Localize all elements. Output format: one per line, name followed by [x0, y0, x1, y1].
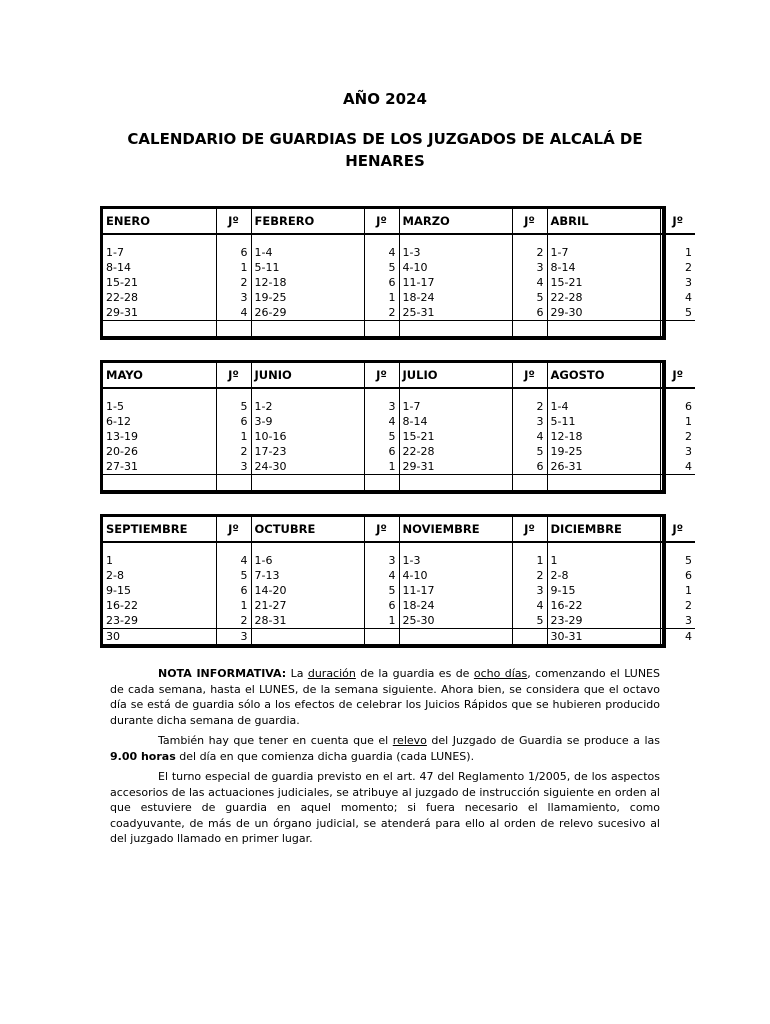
spacer-cell [103, 542, 216, 553]
date-range-cell: 9-15 [547, 583, 660, 598]
date-range-cell: 30 [103, 629, 216, 645]
month-name: JULIO [399, 363, 512, 388]
table-row [103, 321, 695, 337]
month-name: NOVIEMBRE [399, 517, 512, 542]
spacer-cell [364, 388, 399, 399]
table-spacer-row [103, 542, 695, 553]
date-range-cell [547, 475, 660, 491]
date-range-cell: 1-6 [251, 553, 364, 568]
spacer-cell [399, 388, 512, 399]
court-number-cell: 6 [660, 568, 695, 583]
date-range-cell: 11-17 [399, 583, 512, 598]
note-paragraph-2 [110, 733, 660, 764]
court-number-cell: 5 [364, 260, 399, 275]
date-range-cell: 13-19 [106, 430, 138, 443]
court-number-cell: 2 [364, 305, 399, 321]
court-number-cell [364, 629, 399, 645]
date-range-cell: 29-31 [106, 306, 138, 319]
month-name: OCTUBRE [251, 517, 364, 542]
table-header-row [103, 209, 695, 234]
court-number-cell: 2 [660, 429, 695, 444]
court-number-cell: 6 [660, 399, 695, 414]
court-number-cell: 4 [512, 598, 547, 613]
court-column-header: Jº [216, 209, 251, 234]
date-range-cell: 21-27 [251, 598, 364, 613]
date-range-cell: 15-21 [399, 429, 512, 444]
court-number-cell: 4 [660, 290, 695, 305]
guard-calendar-table [103, 209, 695, 336]
date-range-cell: 5-11 [547, 414, 660, 429]
court-number-cell: 4 [512, 429, 547, 444]
date-range-cell: 16-22 [106, 599, 138, 612]
court-number-cell: 3 [660, 275, 695, 290]
court-number-cell: 6 [216, 414, 251, 429]
court-number-cell [660, 321, 695, 337]
court-number-cell: 2 [216, 275, 251, 290]
date-range-cell: 24-30 [251, 459, 364, 475]
date-range-cell: 16-22 [547, 598, 660, 613]
court-number-cell: 5 [660, 305, 695, 321]
month-name: JUNIO [251, 363, 364, 388]
date-range-cell: 19-25 [251, 290, 364, 305]
date-range-cell: 22-28 [106, 291, 138, 304]
date-range-cell [103, 321, 216, 337]
court-number-cell: 6 [512, 305, 547, 321]
court-number-cell [512, 475, 547, 491]
court-column-header: Jº [364, 363, 399, 388]
date-range-cell: 22-28 [547, 290, 660, 305]
table-row [103, 290, 695, 305]
date-range-cell: 25-31 [399, 305, 512, 321]
date-range-cell [399, 321, 512, 337]
court-number-cell: 1 [660, 583, 695, 598]
date-range-cell [251, 629, 364, 645]
note-bold: 9.00 horas [110, 749, 176, 763]
spacer-cell [399, 542, 512, 553]
court-number-cell: 1 [364, 613, 399, 629]
table-row [103, 414, 695, 429]
date-range-cell: 1-5 [106, 400, 124, 413]
month-name: MAYO [103, 363, 216, 388]
date-range-cell: 1-7 [106, 246, 124, 259]
court-number-cell: 1 [512, 553, 547, 568]
date-range-cell: 2-8 [106, 569, 124, 582]
date-range-cell: 4-10 [399, 568, 512, 583]
court-number-cell: 4 [216, 305, 251, 321]
date-range-cell: 27-31 [106, 460, 138, 473]
court-column-header: Jº [660, 209, 695, 234]
court-number-cell: 4 [660, 629, 695, 645]
date-range-cell: 26-29 [251, 305, 364, 321]
spacer-cell [512, 234, 547, 245]
date-range-cell: 23-29 [547, 613, 660, 629]
note-text: del Juzgado de Guardia se produce a las [426, 734, 660, 747]
court-number-cell: 1 [216, 429, 251, 444]
date-range-cell: 1 [547, 553, 660, 568]
note-underlined: ocho días [473, 667, 528, 680]
court-column-header: Jº [512, 363, 547, 388]
date-range-cell: 20-26 [106, 445, 138, 458]
table-row [103, 475, 695, 491]
spacer-cell [251, 388, 364, 399]
date-range-cell: 1-4 [547, 399, 660, 414]
court-number-cell: 2 [512, 399, 547, 414]
court-column-header: Jº [512, 517, 547, 542]
table-header-row [103, 517, 695, 542]
date-range-cell: 25-30 [399, 613, 512, 629]
date-range-cell: 29-30 [547, 305, 660, 321]
court-number-cell: 3 [216, 459, 251, 475]
table-row [103, 429, 695, 444]
court-number-cell: 2 [512, 568, 547, 583]
note-underlined: duración [307, 667, 356, 680]
court-number-cell: 5 [512, 613, 547, 629]
note-text: La [286, 667, 308, 680]
court-number-cell: 3 [512, 583, 547, 598]
court-number-cell [216, 321, 251, 337]
court-number-cell: 1 [660, 414, 695, 429]
court-number-cell: 5 [364, 429, 399, 444]
table-header-row [103, 363, 695, 388]
court-number-cell: 2 [512, 245, 547, 260]
date-range-cell: 12-18 [547, 429, 660, 444]
date-range-cell: 30-31 [547, 629, 660, 645]
date-range-cell: 1-7 [399, 399, 512, 414]
date-range-cell: 18-24 [399, 290, 512, 305]
court-number-cell: 2 [660, 598, 695, 613]
date-range-cell: 17-23 [251, 444, 364, 459]
court-number-cell: 3 [216, 290, 251, 305]
table-row [103, 260, 695, 275]
spacer-cell [547, 234, 660, 245]
note-paragraph-1 [110, 666, 660, 728]
date-range-cell: 5-11 [251, 260, 364, 275]
spacer-cell [660, 542, 695, 553]
date-range-cell: 19-25 [547, 444, 660, 459]
calendar-title: CALENDARIO DE GUARDIAS DE LOS JUZGADOS DE ALCALÁ DE HENARES [127, 130, 643, 170]
court-number-cell: 1 [660, 245, 695, 260]
note-text: , comenzando el LUNES de cada semana, hasta el LUNES, de la semana siguiente. Ahora bien, se considera que el octavo día se está de guardia sólo a los efectos de celebrar los Juicios Rápidos que se hubieren producido durante dicha semana de guardia. [110, 667, 660, 727]
date-range-cell: 28-31 [251, 613, 364, 629]
court-number-cell: 1 [216, 260, 251, 275]
table-spacer-row [103, 388, 695, 399]
court-number-cell: 6 [216, 583, 251, 598]
court-number-cell [364, 475, 399, 491]
date-range-cell [399, 475, 512, 491]
date-range-cell: 29-31 [399, 459, 512, 475]
court-column-header: Jº [660, 517, 695, 542]
court-number-cell: 3 [216, 629, 251, 645]
court-number-cell: 6 [512, 459, 547, 475]
spacer-cell [399, 234, 512, 245]
date-range-cell: 1-3 [399, 553, 512, 568]
spacer-cell [547, 542, 660, 553]
court-number-cell: 4 [364, 245, 399, 260]
date-range-cell: 23-29 [106, 614, 138, 627]
court-column-header: Jº [512, 209, 547, 234]
court-number-cell: 5 [216, 399, 251, 414]
court-number-cell: 6 [364, 444, 399, 459]
court-number-cell: 3 [364, 553, 399, 568]
court-column-header: Jº [660, 363, 695, 388]
date-range-cell [103, 475, 216, 491]
date-range-cell: 9-15 [106, 584, 131, 597]
table-row [103, 629, 695, 645]
date-range-cell: 8-14 [547, 260, 660, 275]
date-range-cell: 22-28 [399, 444, 512, 459]
month-name: ENERO [103, 209, 216, 234]
date-range-cell: 15-21 [547, 275, 660, 290]
spacer-cell [216, 234, 251, 245]
month-name: FEBRERO [251, 209, 364, 234]
court-number-cell: 5 [660, 553, 695, 568]
guard-calendar-table [103, 363, 695, 490]
date-range-cell: 14-20 [251, 583, 364, 598]
court-number-cell: 5 [512, 290, 547, 305]
table-row [103, 444, 695, 459]
court-number-cell: 6 [216, 245, 251, 260]
month-name: DICIEMBRE [547, 517, 660, 542]
court-column-header: Jº [216, 363, 251, 388]
date-range-cell: 15-21 [106, 276, 138, 289]
court-number-cell: 4 [364, 414, 399, 429]
month-name: MARZO [399, 209, 512, 234]
note-underlined: relevo [392, 734, 427, 747]
court-number-cell: 1 [216, 598, 251, 613]
court-number-cell: 5 [216, 568, 251, 583]
year-title: AÑO 2024 [343, 90, 427, 108]
month-name: ABRIL [547, 209, 660, 234]
informative-notes [110, 666, 660, 852]
spacer-cell [547, 388, 660, 399]
date-range-cell: 1-7 [547, 245, 660, 260]
table-spacer-row [103, 234, 695, 245]
court-number-cell: 5 [512, 444, 547, 459]
date-range-cell: 1 [106, 554, 113, 567]
date-range-cell: 11-17 [399, 275, 512, 290]
court-number-cell: 4 [364, 568, 399, 583]
date-range-cell: 3-9 [251, 414, 364, 429]
table-row [103, 583, 695, 598]
spacer-cell [512, 542, 547, 553]
date-range-cell: 1-4 [251, 245, 364, 260]
table-row [103, 553, 695, 568]
date-range-cell: 1-3 [399, 245, 512, 260]
note-text: de la guardia es de [355, 667, 474, 680]
spacer-cell [103, 388, 216, 399]
table-row [103, 245, 695, 260]
court-number-cell: 2 [216, 613, 251, 629]
court-number-cell [512, 321, 547, 337]
court-number-cell: 2 [660, 260, 695, 275]
court-number-cell: 5 [364, 583, 399, 598]
date-range-cell [547, 321, 660, 337]
date-range-cell [251, 475, 364, 491]
note-paragraph-3: El turno especial de guardia previsto en el art. 47 del Reglamento 1/2005, de los aspectos accesorios de las actuaciones judiciales, se atribuye al juzgado de instrucción siguiente en orden al que estuviere de guardia en aquel momento; si fuera necesario el llamamiento, como coadyuvante, de más de un órgano judicial, se atenderá para ello al orden de relevo sucesivo al del juzgado llamado en primer lugar. [110, 770, 660, 845]
date-range-cell [399, 629, 512, 645]
court-column-header: Jº [216, 517, 251, 542]
court-number-cell: 6 [364, 275, 399, 290]
date-range-cell: 2-8 [547, 568, 660, 583]
date-range-cell: 4-10 [399, 260, 512, 275]
court-number-cell: 3 [660, 613, 695, 629]
court-number-cell: 4 [216, 553, 251, 568]
table-row [103, 598, 695, 613]
court-number-cell [660, 475, 695, 491]
court-column-header: Jº [364, 517, 399, 542]
table-row [103, 568, 695, 583]
quarter-table-2 [100, 360, 692, 494]
note-text: del día en que comienza dicha guardia (cada LUNES). [175, 749, 475, 763]
quarter-table-3 [100, 514, 692, 648]
table-row [103, 275, 695, 290]
date-range-cell [251, 321, 364, 337]
spacer-cell [103, 234, 216, 245]
spacer-cell [364, 234, 399, 245]
spacer-cell [660, 388, 695, 399]
spacer-cell [364, 542, 399, 553]
date-range-cell: 18-24 [399, 598, 512, 613]
court-number-cell: 3 [512, 414, 547, 429]
spacer-cell [251, 542, 364, 553]
court-number-cell: 1 [364, 290, 399, 305]
spacer-cell [216, 388, 251, 399]
court-number-cell: 6 [364, 598, 399, 613]
court-column-header: Jº [364, 209, 399, 234]
court-number-cell [364, 321, 399, 337]
court-number-cell: 3 [512, 260, 547, 275]
spacer-cell [216, 542, 251, 553]
date-range-cell: 26-31 [547, 459, 660, 475]
date-range-cell: 10-16 [251, 429, 364, 444]
spacer-cell [660, 234, 695, 245]
month-name: SEPTIEMBRE [103, 517, 216, 542]
spacer-cell [251, 234, 364, 245]
quarter-table-1 [100, 206, 692, 340]
spacer-cell [512, 388, 547, 399]
date-range-cell: 1-2 [251, 399, 364, 414]
table-row [103, 399, 695, 414]
date-range-cell: 8-14 [399, 414, 512, 429]
court-number-cell [512, 629, 547, 645]
court-number-cell: 1 [364, 459, 399, 475]
note-text: También hay que tener en cuenta que el [158, 734, 393, 747]
date-range-cell: 6-12 [106, 415, 131, 428]
table-row [103, 613, 695, 629]
table-row [103, 459, 695, 475]
date-range-cell: 7-13 [251, 568, 364, 583]
court-number-cell: 3 [364, 399, 399, 414]
table-row [103, 305, 695, 321]
court-number-cell: 4 [660, 459, 695, 475]
date-range-cell: 12-18 [251, 275, 364, 290]
court-number-cell: 4 [512, 275, 547, 290]
date-range-cell: 8-14 [106, 261, 131, 274]
note-label: NOTA INFORMATIVA: [158, 667, 287, 680]
court-number-cell: 3 [660, 444, 695, 459]
court-number-cell [216, 475, 251, 491]
court-number-cell: 2 [216, 444, 251, 459]
month-name: AGOSTO [547, 363, 660, 388]
guard-calendar-table [103, 517, 695, 644]
